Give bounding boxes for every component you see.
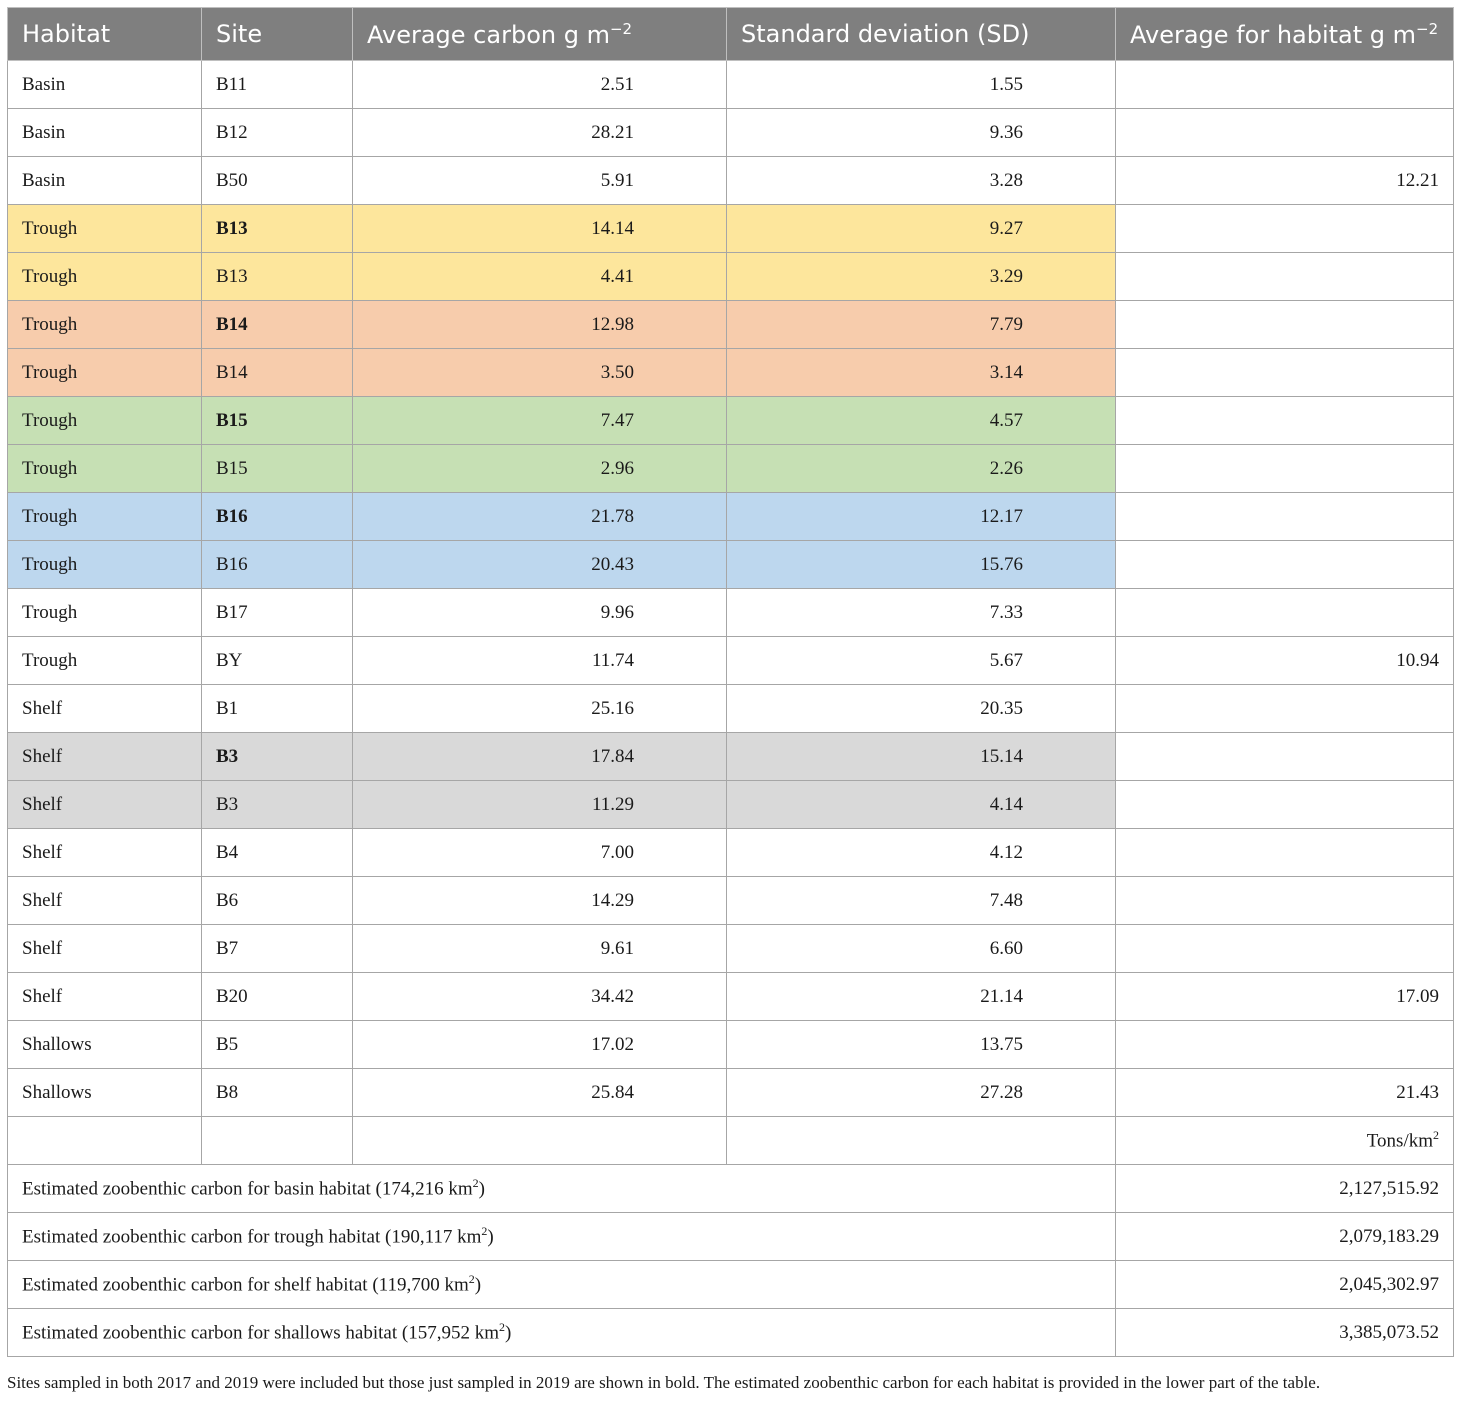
estimate-row (8, 1261, 1454, 1309)
estimate-label-text: Estimated zoobenthic carbon for trough habitat (190,117 km (22, 1226, 482, 1248)
table-row (8, 1069, 1454, 1117)
estimate-row (8, 1309, 1454, 1357)
cell-habitat: Shelf (8, 877, 202, 925)
cell-standard-deviation: 9.27 (727, 205, 1116, 253)
cell-site: B20 (202, 973, 353, 1021)
cell-habitat: Basin (8, 109, 202, 157)
cell-standard-deviation: 12.17 (727, 493, 1116, 541)
cell-standard-deviation: 7.48 (727, 877, 1116, 925)
table-row (8, 829, 1454, 877)
cell-habitat: Trough (8, 445, 202, 493)
cell-average-carbon: 4.41 (353, 253, 727, 301)
table-row (8, 301, 1454, 349)
cell-standard-deviation: 5.67 (727, 637, 1116, 685)
cell-standard-deviation: 3.29 (727, 253, 1116, 301)
cell-average-carbon: 17.02 (353, 1021, 727, 1069)
table-row (8, 685, 1454, 733)
cell-average-carbon: 9.61 (353, 925, 727, 973)
cell-site: B15 (202, 445, 353, 493)
estimate-value: 2,127,515.92 (1116, 1165, 1454, 1213)
cell-average-for-habitat: 10.94 (1116, 637, 1454, 685)
units-label (1116, 1117, 1454, 1165)
units-text: Tons/km (1366, 1130, 1433, 1152)
cell-standard-deviation: 15.14 (727, 733, 1116, 781)
cell-average-carbon: 2.51 (353, 61, 727, 109)
cell-average-for-habitat (1116, 445, 1454, 493)
cell-average-for-habitat: 17.09 (1116, 973, 1454, 1021)
cell-habitat: Basin (8, 61, 202, 109)
estimate-label-superscript: 2 (468, 1272, 475, 1287)
estimate-value: 2,079,183.29 (1116, 1213, 1454, 1261)
header-row (8, 8, 1454, 61)
cell-average-for-habitat (1116, 253, 1454, 301)
cell-standard-deviation: 4.57 (727, 397, 1116, 445)
table-row (8, 781, 1454, 829)
cell-average-for-habitat (1116, 493, 1454, 541)
cell-site: B11 (202, 61, 353, 109)
empty-cell (8, 1117, 202, 1165)
cell-site: B13 (202, 253, 353, 301)
cell-site: B16 (202, 493, 353, 541)
cell-average-for-habitat (1116, 109, 1454, 157)
cell-average-for-habitat (1116, 1021, 1454, 1069)
cell-standard-deviation: 9.36 (727, 109, 1116, 157)
header-habitat: Habitat (8, 8, 202, 61)
cell-habitat: Trough (8, 589, 202, 637)
cell-average-for-habitat: 21.43 (1116, 1069, 1454, 1117)
cell-habitat: Shelf (8, 973, 202, 1021)
cell-standard-deviation: 7.33 (727, 589, 1116, 637)
cell-average-carbon: 25.16 (353, 685, 727, 733)
cell-site: B14 (202, 349, 353, 397)
cell-habitat: Trough (8, 541, 202, 589)
cell-average-for-habitat: 12.21 (1116, 157, 1454, 205)
cell-site: B14 (202, 301, 353, 349)
table-row (8, 493, 1454, 541)
empty-cell (202, 1117, 353, 1165)
cell-average-carbon: 20.43 (353, 541, 727, 589)
cell-average-carbon: 5.91 (353, 157, 727, 205)
cell-average-carbon: 14.29 (353, 877, 727, 925)
estimate-row (8, 1165, 1454, 1213)
units-row (8, 1117, 1454, 1165)
estimate-label-close: ) (487, 1226, 494, 1248)
cell-average-for-habitat (1116, 349, 1454, 397)
zoobenthic-carbon-table (7, 7, 1454, 1357)
cell-site: B15 (202, 397, 353, 445)
cell-site: B3 (202, 781, 353, 829)
cell-site: B50 (202, 157, 353, 205)
cell-habitat: Shelf (8, 733, 202, 781)
cell-average-carbon: 12.98 (353, 301, 727, 349)
cell-average-for-habitat (1116, 685, 1454, 733)
cell-habitat: Trough (8, 205, 202, 253)
cell-site: B4 (202, 829, 353, 877)
cell-habitat: Shallows (8, 1069, 202, 1117)
cell-average-carbon: 25.84 (353, 1069, 727, 1117)
estimate-label-superscript: 2 (481, 1224, 488, 1239)
cell-standard-deviation: 3.28 (727, 157, 1116, 205)
table-footnote: Sites sampled in both 2017 and 2019 were included but those just sampled in 2019 are shown in bold. The estimated zoobenthic carbon for each habitat is provided in the lower part of the table. (7, 1373, 1321, 1392)
cell-average-for-habitat (1116, 829, 1454, 877)
cell-site: B6 (202, 877, 353, 925)
estimate-label-text: Estimated zoobenthic carbon for basin habitat (174,216 km (22, 1178, 473, 1200)
cell-standard-deviation: 27.28 (727, 1069, 1116, 1117)
cell-standard-deviation: 6.60 (727, 925, 1116, 973)
estimate-label (8, 1309, 1116, 1357)
units-superscript: 2 (1433, 1128, 1439, 1143)
cell-standard-deviation: 4.12 (727, 829, 1116, 877)
cell-habitat: Shelf (8, 925, 202, 973)
cell-habitat: Trough (8, 493, 202, 541)
table-row (8, 733, 1454, 781)
cell-habitat: Trough (8, 301, 202, 349)
cell-average-for-habitat (1116, 781, 1454, 829)
estimate-label-superscript: 2 (472, 1176, 479, 1191)
estimate-value: 3,385,073.52 (1116, 1309, 1454, 1357)
cell-habitat: Trough (8, 397, 202, 445)
table-row (8, 61, 1454, 109)
table-row (8, 445, 1454, 493)
table-row (8, 637, 1454, 685)
estimate-row (8, 1213, 1454, 1261)
cell-standard-deviation: 1.55 (727, 61, 1116, 109)
table-row (8, 541, 1454, 589)
cell-average-carbon: 9.96 (353, 589, 727, 637)
cell-site: B17 (202, 589, 353, 637)
table-row (8, 109, 1454, 157)
cell-average-for-habitat (1116, 589, 1454, 637)
cell-average-for-habitat (1116, 397, 1454, 445)
estimate-label-close: ) (474, 1274, 482, 1296)
table-row (8, 205, 1454, 253)
cell-standard-deviation: 2.26 (727, 445, 1116, 493)
cell-site: B16 (202, 541, 353, 589)
table-row (8, 1021, 1454, 1069)
cell-average-carbon: 11.29 (353, 781, 727, 829)
table-row (8, 925, 1454, 973)
cell-standard-deviation: 21.14 (727, 973, 1116, 1021)
cell-habitat: Trough (8, 253, 202, 301)
header-average-for-habitat: Average for habitat g $m^{-2}$ (1116, 8, 1454, 61)
cell-average-for-habitat (1116, 733, 1454, 781)
estimate-label (8, 1261, 1116, 1309)
table-header (8, 8, 1454, 61)
empty-cell (727, 1117, 1116, 1165)
cell-average-carbon: 34.42 (353, 973, 727, 1021)
cell-site: B8 (202, 1069, 353, 1117)
cell-average-carbon: 11.74 (353, 637, 727, 685)
cell-average-for-habitat (1116, 205, 1454, 253)
cell-average-carbon: 14.14 (353, 205, 727, 253)
cell-average-carbon: 28.21 (353, 109, 727, 157)
estimate-label (8, 1165, 1116, 1213)
estimate-label-text: Estimated zoobenthic carbon for shelf habitat (119,700 km (22, 1274, 469, 1296)
header-site: Site (202, 8, 353, 61)
cell-standard-deviation: 13.75 (727, 1021, 1116, 1069)
cell-habitat: Trough (8, 637, 202, 685)
cell-standard-deviation: 15.76 (727, 541, 1116, 589)
cell-habitat: Shelf (8, 829, 202, 877)
cell-site: B3 (202, 733, 353, 781)
table-body (8, 61, 1454, 1357)
cell-site: B1 (202, 685, 353, 733)
cell-average-carbon: 7.47 (353, 397, 727, 445)
cell-average-for-habitat (1116, 925, 1454, 973)
table-container (7, 7, 1453, 1357)
cell-average-carbon: 3.50 (353, 349, 727, 397)
table-row (8, 157, 1454, 205)
cell-average-for-habitat (1116, 877, 1454, 925)
empty-cell (353, 1117, 727, 1165)
cell-standard-deviation: 4.14 (727, 781, 1116, 829)
cell-average-for-habitat (1116, 61, 1454, 109)
estimate-label-superscript: 2 (499, 1320, 505, 1335)
header-standard-deviation: Standard deviation (SD) (727, 8, 1116, 61)
estimate-label-close: ) (505, 1322, 512, 1344)
table-row (8, 589, 1454, 637)
cell-habitat: Shelf (8, 781, 202, 829)
header-average-carbon: Average carbon g $m^{-2}$ (353, 8, 727, 61)
estimate-label-text: Estimated zoobenthic carbon for shallows habitat (157,952 km (22, 1322, 499, 1344)
cell-site: B5 (202, 1021, 353, 1069)
cell-standard-deviation: 20.35 (727, 685, 1116, 733)
cell-habitat: Shallows (8, 1021, 202, 1069)
cell-site: BY (202, 637, 353, 685)
cell-site: B7 (202, 925, 353, 973)
cell-average-for-habitat (1116, 541, 1454, 589)
table-row (8, 349, 1454, 397)
cell-average-carbon: 21.78 (353, 493, 727, 541)
estimate-label-close: ) (478, 1178, 485, 1200)
table-row (8, 253, 1454, 301)
cell-habitat: Basin (8, 157, 202, 205)
cell-average-for-habitat (1116, 301, 1454, 349)
cell-habitat: Shelf (8, 685, 202, 733)
cell-average-carbon: 2.96 (353, 445, 727, 493)
table-row (8, 973, 1454, 1021)
cell-site: B13 (202, 205, 353, 253)
estimate-value: 2,045,302.97 (1116, 1261, 1454, 1309)
estimate-label (8, 1213, 1116, 1261)
cell-habitat: Trough (8, 349, 202, 397)
table-row (8, 397, 1454, 445)
cell-average-carbon: 7.00 (353, 829, 727, 877)
cell-standard-deviation: 7.79 (727, 301, 1116, 349)
cell-average-carbon: 17.84 (353, 733, 727, 781)
table-row (8, 877, 1454, 925)
cell-site: B12 (202, 109, 353, 157)
cell-standard-deviation: 3.14 (727, 349, 1116, 397)
